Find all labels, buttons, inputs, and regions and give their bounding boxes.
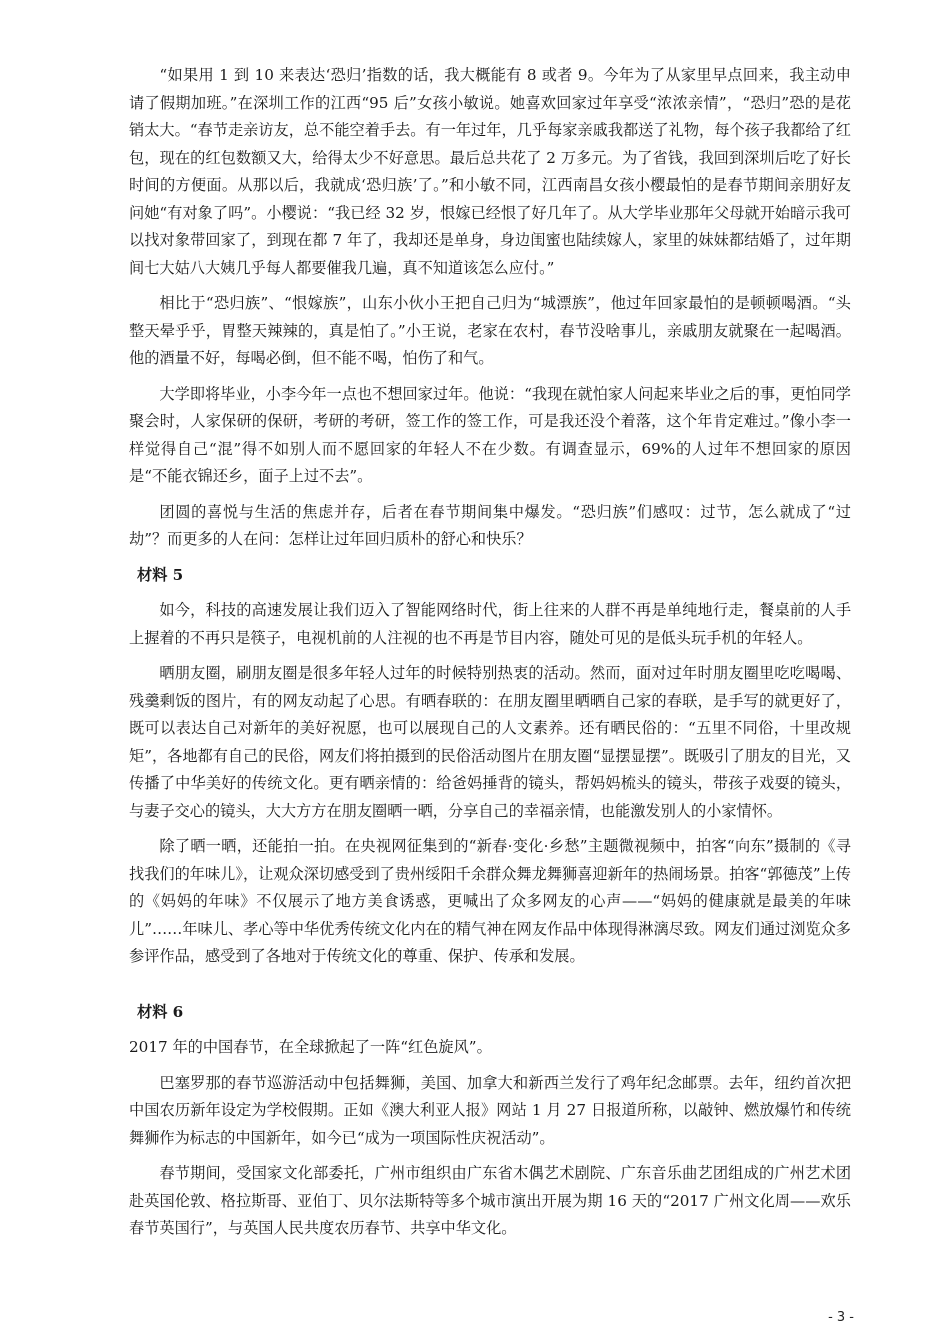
page-number: - 3 - [828, 1310, 854, 1325]
lead-paragraph: 2017 年的中国春节，在全球掀起了一阵“红色旋风”。 [129, 1038, 492, 1056]
section-heading-material5: 材料 5 [137, 565, 184, 584]
paragraph: 大学即将毕业，小李今年一点也不想回家过年。他说：“我现在就怕家人问起来毕业之后的事，更怕同学聚会时，人家保研的保研，考研的考研，签工作的签工作，可是我还没个着落，这个年肯定难过。”像小李一样觉得自己“混”得不如别人而不愿回家的年轻人不在少数。有调查显示，69%的人过年不想回家的原因是“不能衣锦还乡，面子上过不去”。 [129, 384, 851, 485]
paragraph: 春节期间，受国家文化部委托，广州市组织由广东省木偶艺术剧院、广东音乐曲艺团组成的广州艺术团赴英国伦敦、格拉斯哥、亚伯丁、贝尔法斯特等多个城市演出开展为期 16 天的“2017 广州文化周——欢乐春节英国行”，与英国人民共度农历春节、共享中华文化。 [129, 1164, 851, 1237]
paragraph: 如今，科技的高速发展让我们迈入了智能网络时代，街上往来的人群不再是单纯地行走，餐桌前的人手上握着的不再只是筷子，电视机前的人注视的也不再是节目内容，随处可见的是低头玩手机的年轻人。 [129, 601, 851, 647]
paragraph: 团圆的喜悦与生活的焦虑并存，后者在春节期间集中爆发。“恐归族”们感叹：过节，怎么就成了“过劫”？而更多的人在问：怎样让过年回归质朴的舒心和快乐？ [129, 502, 851, 548]
paragraph: 巴塞罗那的春节巡游活动中包括舞狮，美国、加拿大和新西兰发行了鸡年纪念邮票。去年，纽约首次把中国农历新年设定为学校假期。正如《澳大利亚人报》网站 1 月 27 日报道所称，以敲钟、燃放爆竹和传统舞狮作为标志的中国新年，如今已“成为一项国际性庆祝活动”。 [129, 1073, 851, 1147]
paragraph: “如果用 1 到 10 来表达‘恐归’指数的话，我大概能有 8 或者 9。今年为了从家里早点回来，我主动申请了假期加班。”在深圳工作的江西“95 后”女孩小敏说。她喜欢回家过年享受“浓浓亲情”，“恐归”恐的是花销太大。“春节走亲访友，总不能空着手去。有一年过年，几乎每家亲戚我都送了礼物，每个孩子我都给了红包，现在的红包数额又大，给得太少不好意思。最后总共花了 2 万多元。为了省钱，我回到深圳后吃了好长时间的方便面。从那以后，我就成‘恐归族’了。”和小敏不同，江西南昌女孩小樱最怕的是春节期间亲朋好友问她“有对象了吗”。小樱说：“我已经 32 岁，恨嫁已经恨了好几年了。从大学毕业那年父母就开始暗示我可以找对象带回家了，到现在都 7 年了，我却还是单身，身边闺蜜也陆续嫁人，家里的妹妹都结婚了，过年期间七大姑八大姨几乎每人都要催我几遍，真不知道该怎么应付。” [129, 66, 851, 277]
section-spacer [129, 979, 851, 999]
document-body [129, 62, 851, 1251]
paragraph: 相比于“恐归族”、“恨嫁族”，山东小伙小王把自己归为“城漂族”，他过年回家最怕的是顿顿喝酒。“头整天晕乎乎，胃整天辣辣的，真是怕了。”小王说，老家在农村，春节没啥事儿，亲戚朋友就聚在一起喝酒。他的酒量不好，每喝必倒，但不能不喝，怕伤了和气。 [129, 294, 851, 367]
paragraph: 除了晒一晒，还能拍一拍。在央视网征集到的“新春·变化·乡愁”主题微视频中，拍客“向东”摄制的《寻找我们的年味儿》，让观众深切感受到了贵州绥阳千余群众舞龙舞狮喜迎新年的热闹场景。拍客“郭德茂”上传的《妈妈的年味》不仅展示了地方美食诱惑，更喊出了众多网友的心声——“妈妈的健康就是最美的年味儿”……年味儿、孝心等中华优秀传统文化内在的精气神在网友作品中体现得淋漓尽致。网友们通过浏览众多参评作品，感受到了各地对于传统文化的尊重、保护、传承和发展。 [129, 837, 851, 965]
paragraph: 晒朋友圈，刷朋友圈是很多年轻人过年的时候特别热衷的活动。然而，面对过年时朋友圈里吃吃喝喝、残羹剩饭的图片，有的网友动起了心思。有晒春联的：在朋友圈里晒晒自己家的春联，是手写的就更好了，既可以表达自己对新年的美好祝愿，也可以展现自己的人文素养。还有晒民俗的：“五里不同俗，十里改规矩”，各地都有自己的民俗，网友们将拍摄到的民俗活动图片在朋友圈“显摆显摆”。既吸引了朋友的目光，又传播了中华美好的传统文化。更有晒亲情的：给爸妈捶背的镜头，帮妈妈梳头的镜头，带孩子戏耍的镜头，与妻子交心的镜头，大大方方在朋友圈晒一晒，分享自己的幸福亲情，也能激发别人的小家情怀。 [129, 664, 851, 820]
section-heading-material6: 材料 6 [137, 1002, 184, 1021]
